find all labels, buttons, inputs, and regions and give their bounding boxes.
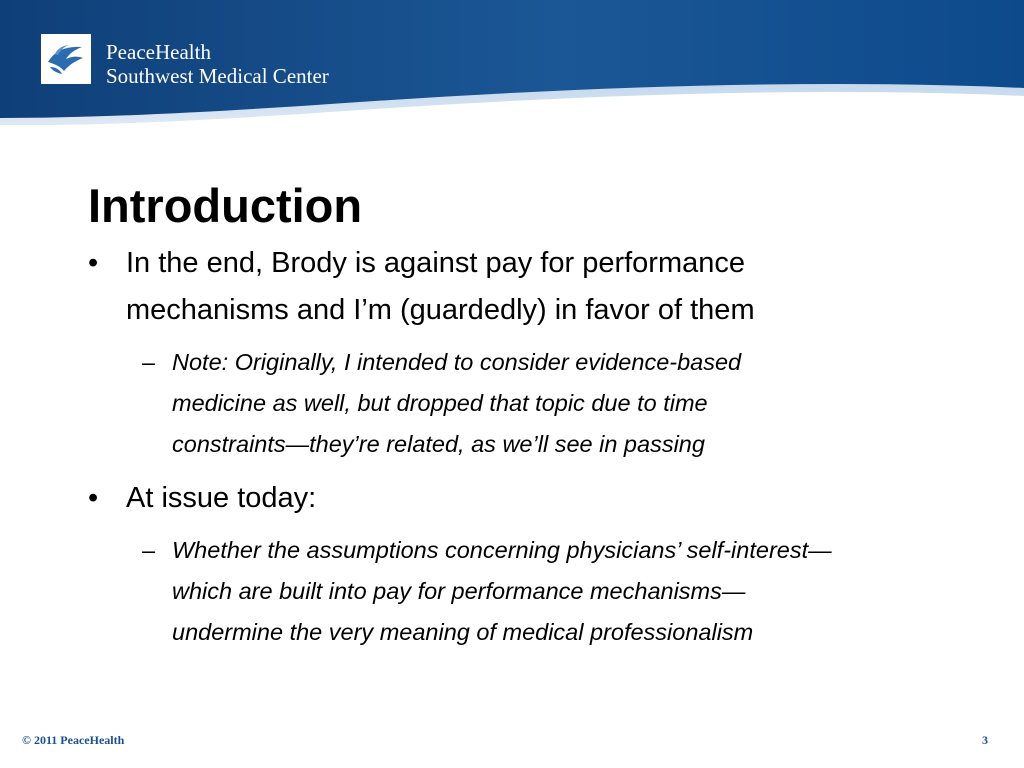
bullet-text-line: mechanisms and I’m (guardedly) in favor of them [126,294,755,326]
sub-bullet-text-line: medicine as well, but dropped that topic due to time [172,390,708,416]
sub-bullet-text-line: undermine the very meaning of medical professionalism [172,619,754,645]
bullet-marker: • [88,482,99,514]
bullet-marker: • [88,247,99,279]
sub-bullet-text-line: which are built into pay for performance mechanisms— [172,578,746,604]
bullet-text-line: In the end, Brody is against pay for performance [126,247,746,279]
peacehealth-logo [41,34,91,84]
brand-name [106,40,329,88]
sub-bullet-marker: – [142,537,156,563]
brand-line-2: Southwest Medical Center [106,64,329,88]
sub-bullet-text-line: Note: Originally, I intended to consider evidence-based [172,349,742,375]
sub-bullet-marker: – [142,349,156,375]
slide-page-number: 3 [982,733,988,747]
bullet-text-line: At issue today: [126,482,317,514]
sub-bullet-text-line: constraints—they’re related, as we’ll see in passing [172,431,705,457]
sub-bullet-text-line: Whether the assumptions concerning physicians’ self-interest— [172,537,832,563]
slide-header [0,0,1024,135]
brand-line-1: PeaceHealth [106,40,211,64]
slide-title: Introduction [88,179,363,232]
footer-copyright: © 2011 PeaceHealth [22,733,125,747]
dove-logo-icon [41,34,91,84]
